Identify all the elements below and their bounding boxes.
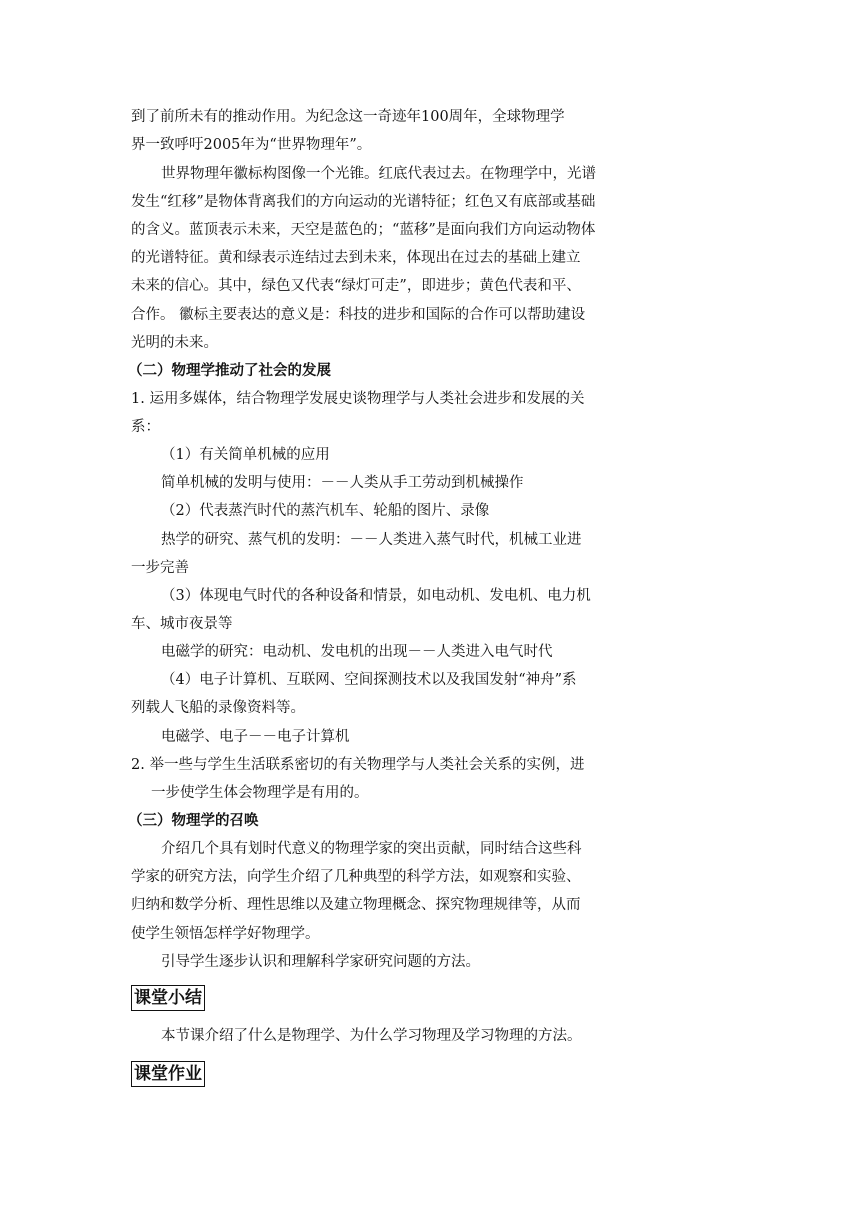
text-line: 界一致呼吁2005年为“世界物理年”。 bbox=[131, 137, 372, 153]
text-line: 学家的研究方法，向学生介绍了几种典型的科学方法，如观察和实验、 bbox=[131, 869, 581, 885]
text-line: 一步使学生体会物理学是有用的。 bbox=[151, 785, 369, 801]
section-heading: （二）物理学推动了社会的发展 bbox=[128, 362, 331, 379]
text-line: 发生“红移”是物体背离我们的方向运动的光谱特征；红色又有底部或基础 bbox=[131, 194, 596, 210]
text-line: 2. 举一些与学生生活联系密切的有关物理学与人类社会关系的实例，进 bbox=[131, 757, 585, 773]
text-line: （3）体现电气时代的各种设备和情景，如电动机、发电机、电力机 bbox=[161, 588, 591, 604]
summary-heading: 课堂小结 bbox=[131, 985, 205, 1011]
text-line: 车、城市夜景等 bbox=[131, 616, 233, 632]
text-line: 列载人飞船的录像资料等。 bbox=[131, 700, 305, 716]
text-line: 电磁学、电子－－电子计算机 bbox=[161, 729, 350, 745]
text-line: 系： bbox=[131, 419, 160, 435]
text-line: 光明的未来。 bbox=[131, 335, 218, 351]
text-line: 到了前所未有的推动作用。为纪念这一奇迹年100周年，全球物理学 bbox=[131, 109, 565, 125]
homework-heading: 课堂作业 bbox=[131, 1061, 205, 1087]
text-line: 世界物理年徽标构图像一个光锥。红底代表过去。在物理学中，光谱 bbox=[161, 166, 596, 182]
text-line: （2）代表蒸汽时代的蒸汽机车、轮船的图片、录像 bbox=[161, 503, 490, 519]
text-line: 未来的信心。其中，绿色又代表“绿灯可走”，即进步；黄色代表和平、 bbox=[131, 278, 581, 294]
text-line: 的光谱特征。黄和绿表示连结过去到未来，体现出在过去的基础上建立 bbox=[131, 250, 581, 266]
text-line: 使学生领悟怎样学好物理学。 bbox=[131, 926, 320, 942]
text-line: 热学的研究、蒸气机的发明：－－人类进入蒸气时代，机械工业进 bbox=[161, 532, 582, 548]
text-line: 简单机械的发明与使用：－－人类从手工劳动到机械操作 bbox=[161, 475, 524, 491]
text-line: 的含义。蓝顶表示未来，天空是蓝色的；“蓝移”是面向我们方向运动物体 bbox=[131, 222, 596, 238]
text-line: 介绍几个具有划时代意义的物理学家的突出贡献，同时结合这些科 bbox=[161, 841, 582, 857]
text-line: 合作。 徽标主要表达的意义是：科技的进步和国际的合作可以帮助建设 bbox=[131, 307, 586, 323]
section-heading: （三）物理学的召唤 bbox=[128, 812, 259, 829]
text-line: （1）有关简单机械的应用 bbox=[161, 447, 330, 463]
text-line: 引导学生逐步认识和理解科学家研究问题的方法。 bbox=[161, 954, 480, 970]
text-line: 一步完善 bbox=[131, 560, 189, 576]
text-line: （4）电子计算机、互联网、空间探测技术以及我国发射“神舟”系 bbox=[161, 672, 577, 688]
summary-text: 本节课介绍了什么是物理学、为什么学习物理及学习物理的方法。 bbox=[161, 1028, 582, 1044]
text-line: 归纳和数学分析、理性思维以及建立物理概念、探究物理规律等，从而 bbox=[131, 897, 581, 913]
text-line: 电磁学的研究：电动机、发电机的出现－－人类进入电气时代 bbox=[161, 644, 553, 660]
text-line: 1. 运用多媒体，结合物理学发展史谈物理学与人类社会进步和发展的关 bbox=[131, 391, 585, 407]
